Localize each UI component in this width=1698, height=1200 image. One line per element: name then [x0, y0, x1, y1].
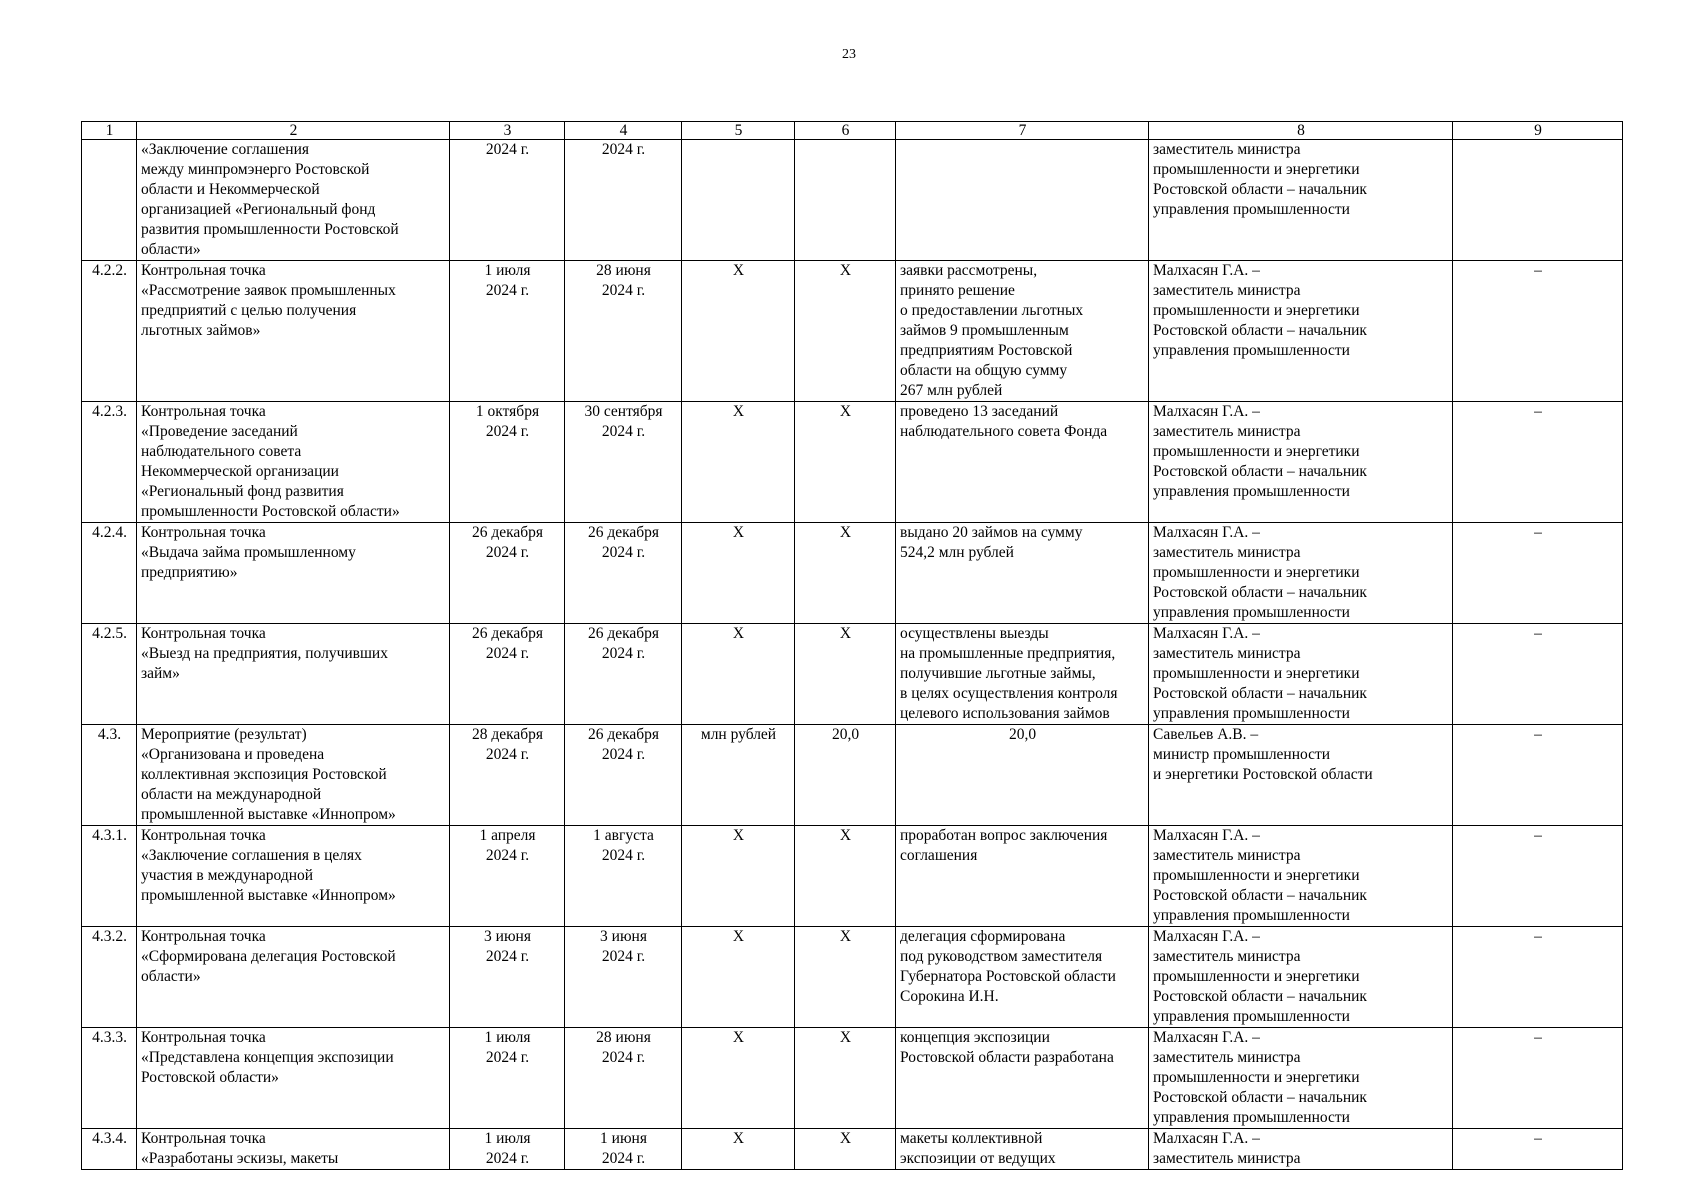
- responsible-person-cell: заместитель министра промышленности и энергетики Ростовской области – начальник управления промышленности: [1149, 140, 1453, 261]
- actual-date-cell: 3 июня 2024 г.: [565, 927, 682, 1028]
- table-row: [82, 523, 1623, 624]
- planned-value-cell: X: [795, 1028, 896, 1129]
- planned-date-cell: 1 июля 2024 г.: [450, 261, 565, 402]
- actual-date-cell: 1 августа 2024 г.: [565, 826, 682, 927]
- actual-date-cell: 26 декабря 2024 г.: [565, 725, 682, 826]
- responsible-person-cell: Малхасян Г.А. – заместитель министра промышленности и энергетики Ростовской области – начальник управления промышленности: [1149, 523, 1453, 624]
- row-number-cell: 4.2.5.: [82, 624, 137, 725]
- actual-result-cell: заявки рассмотрены, принято решение о предоставлении льготных займов 9 промышленным предприятиям Ростовской области на общую сумму 267 млн рублей: [896, 261, 1149, 402]
- column-header: 9: [1453, 122, 1623, 140]
- actual-result-cell: делегация сформирована под руководством заместителя Губернатора Ростовской области Сорокина И.Н.: [896, 927, 1149, 1028]
- planned-value-cell: X: [795, 1129, 896, 1170]
- unit-of-measure-cell: X: [682, 1129, 795, 1170]
- unit-of-measure-cell: X: [682, 402, 795, 523]
- column-header: 5: [682, 122, 795, 140]
- actual-date-cell: 30 сентября 2024 г.: [565, 402, 682, 523]
- unit-of-measure-cell: X: [682, 261, 795, 402]
- table-row: [82, 624, 1623, 725]
- row-number-cell: 4.2.2.: [82, 261, 137, 402]
- activity-name-cell: Контрольная точка «Проведение заседаний наблюдательного совета Некоммерческой организации «Региональный фонд развития промышленности Ростовской области»: [137, 402, 450, 523]
- actual-result-cell: осуществлены выезды на промышленные предприятия, получившие льготные займы, в целях осуществления контроля целевого использования займов: [896, 624, 1149, 725]
- note-cell: –: [1453, 1028, 1623, 1129]
- activity-name-cell: Контрольная точка «Представлена концепция экспозиции Ростовской области»: [137, 1028, 450, 1129]
- unit-of-measure-cell: млн рублей: [682, 725, 795, 826]
- column-header: 7: [896, 122, 1149, 140]
- note-cell: –: [1453, 402, 1623, 523]
- planned-date-cell: 1 октября 2024 г.: [450, 402, 565, 523]
- table-row: [82, 725, 1623, 826]
- table-row: [82, 1028, 1623, 1129]
- column-number-row: [82, 122, 1623, 140]
- activity-name-cell: Контрольная точка «Сформирована делегация Ростовской области»: [137, 927, 450, 1028]
- actual-result-cell: проработан вопрос заключения соглашения: [896, 826, 1149, 927]
- table-row: [82, 826, 1623, 927]
- note-cell: –: [1453, 1129, 1623, 1170]
- column-header: 4: [565, 122, 682, 140]
- responsible-person-cell: Малхасян Г.А. – заместитель министра промышленности и энергетики Ростовской области – начальник управления промышленности: [1149, 261, 1453, 402]
- activity-name-cell: Мероприятие (результат) «Организована и проведена коллективная экспозиция Ростовской области на международной промышленной выставке «Иннопром»: [137, 725, 450, 826]
- note-cell: –: [1453, 725, 1623, 826]
- column-header: 3: [450, 122, 565, 140]
- unit-of-measure-cell: X: [682, 826, 795, 927]
- actual-date-cell: 2024 г.: [565, 140, 682, 261]
- table-row: [82, 261, 1623, 402]
- unit-of-measure-cell: [682, 140, 795, 261]
- column-header: 1: [82, 122, 137, 140]
- row-number-cell: 4.3.: [82, 725, 137, 826]
- page-number: 23: [842, 47, 856, 62]
- activity-name-cell: Контрольная точка «Рассмотрение заявок промышленных предприятий с целью получения льготных займов»: [137, 261, 450, 402]
- planned-date-cell: 2024 г.: [450, 140, 565, 261]
- planned-value-cell: X: [795, 624, 896, 725]
- planned-date-cell: 1 апреля 2024 г.: [450, 826, 565, 927]
- responsible-person-cell: Малхасян Г.А. – заместитель министра промышленности и энергетики Ростовской области – начальник управления промышленности: [1149, 826, 1453, 927]
- note-cell: –: [1453, 826, 1623, 927]
- actual-result-cell: проведено 13 заседаний наблюдательного совета Фонда: [896, 402, 1149, 523]
- activity-name-cell: Контрольная точка «Заключение соглашения в целях участия в международной промышленной выставке «Иннопром»: [137, 826, 450, 927]
- note-cell: [1453, 140, 1623, 261]
- planned-value-cell: X: [795, 523, 896, 624]
- activity-name-cell: «Заключение соглашения между минпромэнерго Ростовской области и Некоммерческой организацией «Региональный фонд развития промышленности Ростовской области»: [137, 140, 450, 261]
- table-row: [82, 1129, 1623, 1170]
- report-table: [81, 121, 1623, 1170]
- row-number-cell: 4.3.3.: [82, 1028, 137, 1129]
- actual-result-cell: макеты коллективной экспозиции от ведущих: [896, 1129, 1149, 1170]
- planned-value-cell: X: [795, 261, 896, 402]
- note-cell: –: [1453, 927, 1623, 1028]
- planned-date-cell: 28 декабря 2024 г.: [450, 725, 565, 826]
- actual-result-cell: выдано 20 займов на сумму 524,2 млн рублей: [896, 523, 1149, 624]
- responsible-person-cell: Малхасян Г.А. – заместитель министра промышленности и энергетики Ростовской области – начальник управления промышленности: [1149, 624, 1453, 725]
- responsible-person-cell: Савельев А.В. – министр промышленности и энергетики Ростовской области: [1149, 725, 1453, 826]
- planned-date-cell: 1 июля 2024 г.: [450, 1129, 565, 1170]
- row-number-cell: 4.3.4.: [82, 1129, 137, 1170]
- row-number-cell: 4.2.3.: [82, 402, 137, 523]
- actual-date-cell: 28 июня 2024 г.: [565, 1028, 682, 1129]
- actual-date-cell: 26 декабря 2024 г.: [565, 523, 682, 624]
- actual-date-cell: 1 июня 2024 г.: [565, 1129, 682, 1170]
- responsible-person-cell: Малхасян Г.А. – заместитель министра промышленности и энергетики Ростовской области – начальник управления промышленности: [1149, 402, 1453, 523]
- actual-result-cell: концепция экспозиции Ростовской области разработана: [896, 1028, 1149, 1129]
- planned-date-cell: 26 декабря 2024 г.: [450, 523, 565, 624]
- row-number-cell: 4.3.2.: [82, 927, 137, 1028]
- note-cell: –: [1453, 523, 1623, 624]
- planned-value-cell: X: [795, 826, 896, 927]
- actual-date-cell: 26 декабря 2024 г.: [565, 624, 682, 725]
- unit-of-measure-cell: X: [682, 1028, 795, 1129]
- responsible-person-cell: Малхасян Г.А. – заместитель министра: [1149, 1129, 1453, 1170]
- planned-value-cell: X: [795, 402, 896, 523]
- row-number-cell: 4.2.4.: [82, 523, 137, 624]
- planned-value-cell: X: [795, 927, 896, 1028]
- table-row: [82, 402, 1623, 523]
- responsible-person-cell: Малхасян Г.А. – заместитель министра промышленности и энергетики Ростовской области – начальник управления промышленности: [1149, 1028, 1453, 1129]
- actual-result-cell: 20,0: [896, 725, 1149, 826]
- row-number-cell: [82, 140, 137, 261]
- planned-date-cell: 1 июля 2024 г.: [450, 1028, 565, 1129]
- note-cell: –: [1453, 261, 1623, 402]
- responsible-person-cell: Малхасян Г.А. – заместитель министра промышленности и энергетики Ростовской области – начальник управления промышленности: [1149, 927, 1453, 1028]
- table-row: [82, 927, 1623, 1028]
- row-number-cell: 4.3.1.: [82, 826, 137, 927]
- actual-date-cell: 28 июня 2024 г.: [565, 261, 682, 402]
- unit-of-measure-cell: X: [682, 624, 795, 725]
- note-cell: –: [1453, 624, 1623, 725]
- column-header: 2: [137, 122, 450, 140]
- column-header: 6: [795, 122, 896, 140]
- unit-of-measure-cell: X: [682, 927, 795, 1028]
- activity-name-cell: Контрольная точка «Выезд на предприятия, получивших займ»: [137, 624, 450, 725]
- planned-date-cell: 26 декабря 2024 г.: [450, 624, 565, 725]
- activity-name-cell: Контрольная точка «Разработаны эскизы, макеты: [137, 1129, 450, 1170]
- column-header: 8: [1149, 122, 1453, 140]
- activity-name-cell: Контрольная точка «Выдача займа промышленному предприятию»: [137, 523, 450, 624]
- planned-date-cell: 3 июня 2024 г.: [450, 927, 565, 1028]
- planned-value-cell: [795, 140, 896, 261]
- planned-value-cell: 20,0: [795, 725, 896, 826]
- actual-result-cell: [896, 140, 1149, 261]
- unit-of-measure-cell: X: [682, 523, 795, 624]
- table-row: [82, 140, 1623, 261]
